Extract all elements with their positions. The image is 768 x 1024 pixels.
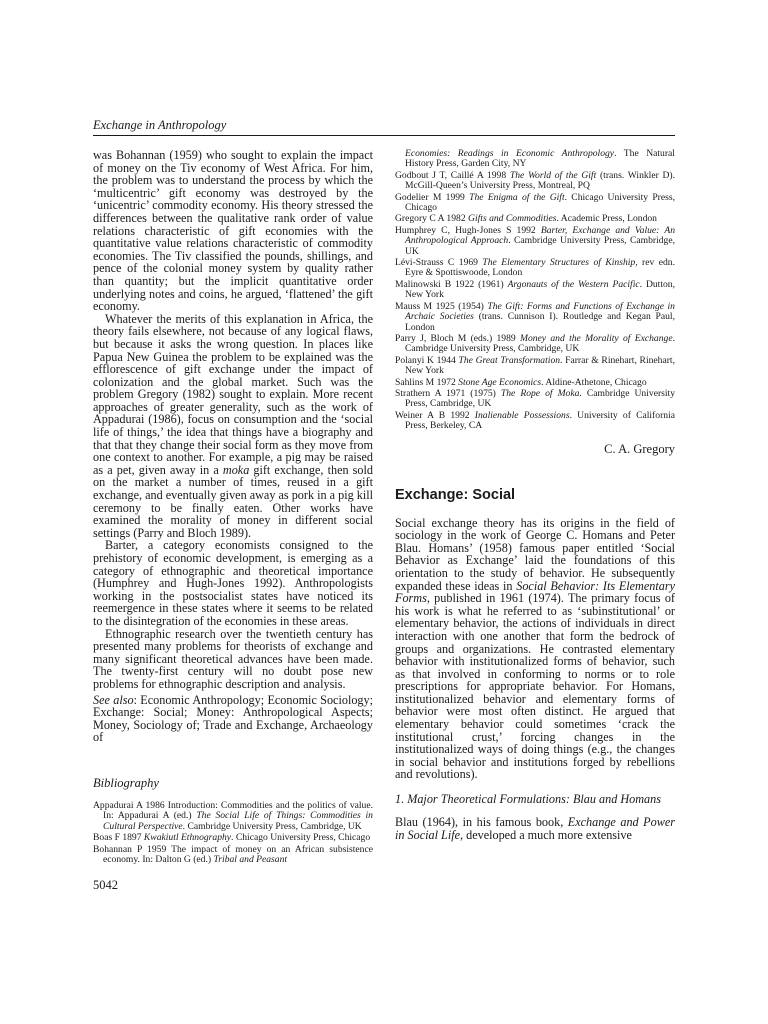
paragraph-merits: Whatever the merits of this explanation in Africa, the theory fails elsewhere, not because of any logical flaws, but because it asks the wrong question. In places like Papua New Guinea the problem to be explained was the efflorescence of gift exchange under the impact of colonization and the global market. Such was the problem Gregory (1982) sought to explain. More recent approaches of greater generality, such as the work of Appadurai (1986), focus on consumption and the ‘social life of things,’ the idea that things have a biography and that that they change their social form as they move from one context to another. For example, a pig may be raised as a pet, given away in a moka gift exchange, then sold on the market a number of times, reused in a gift exchange, and eventually given away as pork in a pig kill ceremony to be finally eaten. Other works have examined the morality of money in different social settings (Parry and Bloch 1989). — [93, 311, 373, 540]
see-also — [93, 694, 373, 744]
bib-entry: Sahlins M 1972 Stone Age Economics. Aldine-Athetone, Chicago — [395, 376, 647, 388]
left-column — [93, 149, 373, 866]
bib-entry: Godbout J T, Caillé A 1998 The World of the Gift (trans. Winkler D). McGill-Queen’s University Press, Montreal, PQ — [395, 169, 676, 192]
author-signature: C. A. Gregory — [604, 441, 675, 456]
bibliography-heading: Bibliography — [93, 775, 159, 790]
bib-entry: Mauss M 1925 (1954) The Gift: Forms and Functions of Exchange in Archaic Societies (trans. Cunnison I). Routledge and Kegan Paul, London — [395, 300, 675, 333]
header-rule — [93, 135, 675, 136]
bib-entry: Bohannan P 1959 The impact of money on an African subsistence economy. In: Dalton G (ed.) Tribal and Peasant — [93, 843, 373, 865]
bib-entry: Weiner A B 1992 Inalienable Possessions. University of California Press, Berkeley, CA — [395, 409, 676, 432]
bib-entry: Malinowski B 1922 (1961) Argonauts of the Western Pacific. Dutton, New York — [395, 278, 675, 301]
bib-entry-continued: Economies: Readings in Economic Anthropology. The Natural History Press, Garden City, NY — [405, 148, 675, 170]
bib-entry: Humphrey C, Hugh-Jones S 1992 Barter, Exchange and Value: An Anthropological Approach. Cambridge University Press, Cambridge, UK — [395, 224, 675, 257]
paragraph-blau: Blau (1964), in his famous book, Exchange and Power in Social Life, developed a much more extensive — [395, 815, 676, 842]
bib-entry: Lévi-Strauss C 1969 The Elementary Structures of Kinship, rev edn. Eyre & Spottiswoode, London — [395, 257, 676, 279]
paragraph-ethnographic: Ethnographic research over the twentieth century has presented many problems for theorists of exchange and many significant theoretical advances have been made. The twenty-first century will no doubt pose new problems for ethnographic description and analysis. — [93, 626, 373, 691]
section-title: Exchange: Social — [395, 486, 516, 503]
paragraph-barter: Barter, a category economists consigned to the prehistory of economic development, is emerging as a category of ethnographic and theoretical importance (Humphrey and Hugh-Jones 1992). Anthropologists working in the postsocialist states have noticed its reemergence in these states where it seems to be related to the disintegration of the economies in these areas. — [93, 538, 373, 628]
bib-entry: Appadurai A 1986 Introduction: Commodities and the politics of value. In: Appadurai A (ed.) The Social Life of Things: Commodities in Cultural Perspective. Cambridge University Press, Cambridge, UK — [93, 799, 373, 832]
subsection-title: 1. Major Theoretical Formulations: Blau and Homans — [395, 792, 661, 807]
see-also-label: See also — [93, 692, 134, 707]
bib-entry: Strathern A 1971 (1975) The Rope of Moka. Cambridge University Press, Cambridge, UK — [395, 387, 676, 410]
right-column — [395, 149, 675, 841]
bib-entry: Parry J, Bloch M (eds.) 1989 Money and the Morality of Exchange. Cambridge University Press, Cambridge, UK — [395, 332, 675, 355]
page-number: 5042 — [93, 878, 118, 892]
running-head: Exchange in Anthropology — [93, 118, 227, 132]
bib-entry: Polanyi K 1944 The Great Transformation. Farrar & Rinehart, Rinehart, New York — [395, 354, 675, 377]
bib-entry: Boas F 1897 Kwakiutl Ethnography. Chicago University Press, Chicago — [93, 832, 371, 844]
paragraph-social-exchange: Social exchange theory has its origins in the field of sociology in the work of George C. Homans and Peter Blau. Homans’ (1958) famous paper entitled ‘Social Behavior as Exchange’ laid the foundations of this orientation to the study of behavior. He subsequently expanded these ideas in Social Behavior: Its Elementary Forms, published in 1961 (1974). The primary focus of his work is what he referred to as ‘subinstitutional’ or elementary behavior, the actions of individuals in direct interaction with one another that form the bedrock of groups and organizations. He contrasted elementary behavior with institutionalized forms of behavior, such as that involved in conforming to norms or to role prescriptions for appropriate behavior. For Homans, institutionalized behavior and elementary forms of behavior were most often distinct. He argued that elementary behavior could sometimes ‘crack the institutional crust,’ forcing changes in the institutionalized ways of doing things (e.g., the changes in social behavior and institutions forged by rebellions and revolutions). — [395, 515, 675, 782]
paragraph-bohannan: was Bohannan (1959) who sought to explain the impact of money on the Tiv economy of West Africa. For him, the problem was to understand the process by which the ‘multicentric’ gift economy was destroyed by the ‘unicentric’ commodity economy. His theory stressed the differences between the qualitative rank order of value relations characteristic of gift economies with the quantitative value relations characteristic of commodity economies. The Tiv classified the pounds, shillings, and pence of the colonial money system by quality rather than quantity; but the implicit quantitative order underlying notes and coins, he argued, ‘flattened’ the gift economy. — [93, 148, 373, 314]
bib-entry: Gregory C A 1982 Gifts and Commodities. Academic Press, London — [395, 213, 657, 225]
see-also-links: : Economic Anthropology; Economic Sociology; Exchange: Social; Money: Anthropological Aspects; Money, Sociology of; Trade and Exchange, Archaeology of — [93, 692, 373, 745]
bib-entry: Godelier M 1999 The Enigma of the Gift. Chicago University Press, Chicago — [395, 191, 675, 214]
